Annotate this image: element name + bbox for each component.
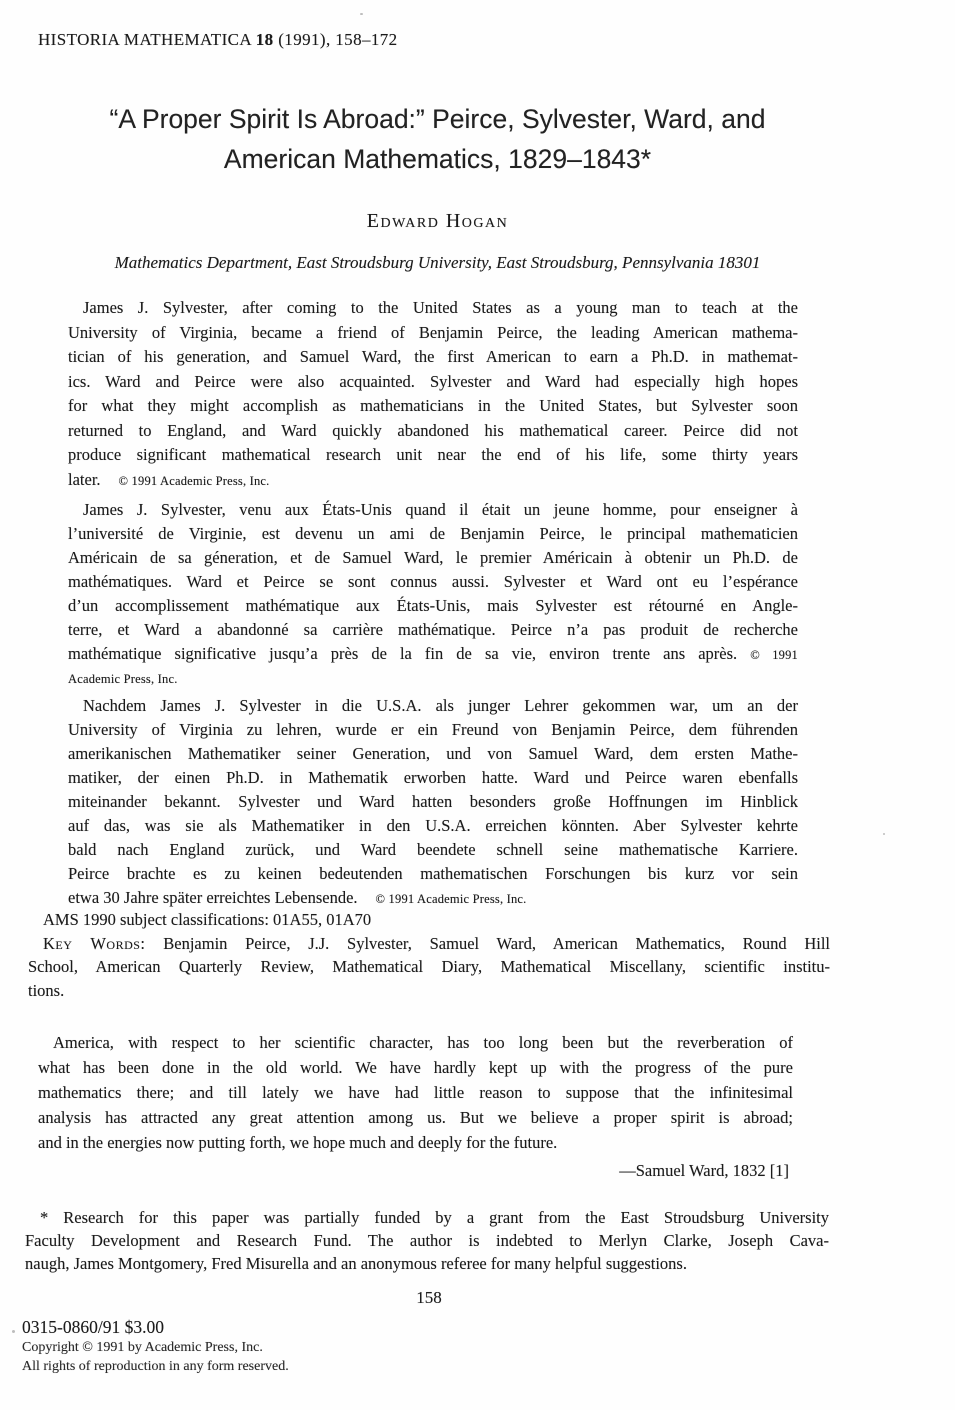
imprint-block (22, 1316, 289, 1376)
epigraph-line: analysis has attracted any great attention among us. But we believe a proper spirit is abroad; (38, 1108, 793, 1127)
abstract-line: for what they might accomplish as mathematicians in the United States, but Sylvester soon (68, 396, 798, 415)
abstract-german (68, 694, 798, 911)
copyright-line: Copyright © 1991 by Academic Press, Inc. (22, 1340, 263, 1355)
abstract-line-with-copyright (68, 642, 798, 667)
abstract-line: University of Virginia, became a friend of Benjamin Peirce, the leading American mathema- (68, 322, 798, 342)
classifications-block (28, 908, 830, 1002)
abstract-line: ics. Ward and Peirce were also acquainted. Sylvester and Ward had especially high hopes (68, 371, 798, 391)
page-number: 158 (416, 1288, 442, 1307)
epigraph-line: and in the energies now putting forth, we hope much and deeply for the future. (38, 1133, 558, 1152)
abstract-line: Américain de sa géneration, et de Samuel Ward, le premier Américain à obtenir un Ph.D. de (68, 548, 798, 567)
abstract-line: matiker, der einen Ph.D. in Mathematik erworben hatte. Ward und Peirce waren ebenfalls (68, 768, 798, 787)
epigraph-line: what has been done in the old world. We have hardly kept up with the progress of the pure (38, 1058, 793, 1077)
abstract-line: University of Virginia zu lehren, wurde er ein Freund von Benjamin Peirce, dem führenden (68, 720, 798, 739)
journal-running-head (38, 30, 398, 50)
journal-issue-pages: (1991), 158–172 (273, 30, 398, 49)
abstract-french (68, 498, 798, 691)
abstract-copyright: © 1991 (750, 648, 798, 662)
scan-speckle (12, 1330, 15, 1333)
keywords-label: Key Words: (43, 933, 146, 953)
footnote-line: * Research for this paper was partially funded by a grant from the East Stroudsburg University (40, 1208, 829, 1227)
keywords-line: School, American Quarterly Review, Mathematical Diary, Mathematical Miscellany, scientific institu- (28, 957, 830, 976)
abstract-line: produce significant mathematical research unit near the end of his life, some thirty years (68, 445, 798, 464)
keywords-line (28, 932, 830, 956)
abstract-copyright: © 1991 Academic Press, Inc. (375, 892, 527, 906)
scan-speckle (360, 13, 363, 15)
keywords-line: tions. (28, 980, 65, 1000)
abstract-line: bald nach England zurück, und Ward beendete schnell seine mathematische Karriere. (68, 840, 798, 859)
epigraph-quote (38, 1030, 793, 1183)
abstract-english (68, 296, 798, 493)
abstract-line: mathématiques. Ward et Peirce se sont connus aussi. Sylvester et Ward ont eu l’espérance (68, 572, 798, 591)
issn-price: 0315-0860/91 $3.00 (22, 1317, 164, 1337)
footnote-line: naugh, James Montgomery, Fred Misurella and an anonymous referee for many helpful suggestions. (25, 1254, 687, 1273)
title-line-1: “A Proper Spirit Is Abroad:” Peirce, Sylvester, Ward, and (109, 104, 766, 134)
abstract-copyright-continued: Academic Press, Inc. (68, 672, 178, 686)
epigraph-line: mathematics there; and till lately we have had little reason to suppose that the infinitesimal (38, 1083, 793, 1102)
abstract-line: amerikanischen Mathematiker seiner Generation, und von Samuel Ward, dem ersten Mathe- (68, 744, 798, 763)
abstract-line: Peirce brachte es zu keinen bedeutenden mathematischen Forschungen bis kurz vor sein (68, 864, 798, 883)
epigraph-line: America, with respect to her scientific character, has too long been but the reverberation of (53, 1033, 793, 1052)
abstract-line: auf das, was sie als Mathematiker in den U.S.A. erreichen könnten. Aber Sylvester kehrte (68, 816, 798, 835)
author-affiliation: Mathematics Department, East Stroudsburg University, East Stroudsburg, Pennsylvania 18301 (114, 253, 761, 272)
abstract-line-text: mathématique significative jusqu’a près de la fin de sa vie, environ trente ans après. (68, 644, 738, 663)
rights-line: All rights of reproduction in any form reserved. (22, 1359, 289, 1374)
journal-volume: 18 (255, 30, 274, 49)
keywords-text: Benjamin Peirce, J.J. Sylvester, Samuel Ward, American Mathematics, Round Hill (163, 933, 831, 953)
abstract-line: miteinander bekannt. Sylvester und Ward hatten besonders große Hoffnungen im Hinblick (68, 792, 798, 811)
journal-name: HISTORIA MATHEMATICA (38, 30, 256, 49)
abstract-line: tician of his generation, and Samuel Ward, the first American to earn a Ph.D. in mathemat- (68, 347, 798, 366)
abstract-line: d’un accomplissement mathématique aux États-Unis, mais Sylvester est rétourné en Angle- (68, 596, 798, 615)
ams-classifications: AMS 1990 subject classifications: 01A55, 01A70 (43, 910, 372, 929)
abstract-line-text: later. (68, 469, 101, 489)
abstract-line: returned to England, and Ward quickly abandoned his mathematical career. Peirce did not (68, 420, 798, 440)
title-line-2: American Mathematics, 1829–1843* (223, 144, 652, 174)
abstract-line: Nachdem James J. Sylvester in die U.S.A. als junger Lehrer gekommen war, um an der (83, 696, 798, 715)
scan-speckle (883, 833, 885, 835)
abstract-last-line (68, 468, 798, 494)
author-name: Edward Hogan (366, 210, 509, 232)
abstract-copyright: © 1991 Academic Press, Inc. (118, 473, 270, 488)
abstract-line-text: etwa 30 Jahre später erreichtes Lebensende. (68, 888, 358, 907)
abstract-line: terre, et Ward a abandonné sa carrière mathématique. Peirce n’a pas produit de recherche (68, 620, 798, 639)
abstract-line: James J. Sylvester, venu aux États-Unis quand il était un jeune homme, pour enseigner à (83, 500, 798, 519)
title-footnote (25, 1206, 829, 1275)
abstract-line: James J. Sylvester, after coming to the United States as a young man to teach at the (83, 298, 798, 317)
footnote-line: Faculty Development and Research Fund. The author is indebted to Merlyn Clarke, Joseph Cava- (25, 1231, 829, 1250)
abstract-line: l’université de Virginie, est devenu un ami de Benjamin Peirce, le principal mathematicien (68, 524, 798, 543)
epigraph-attribution: —Samuel Ward, 1832 [1] (619, 1161, 789, 1180)
paper-title (0, 99, 875, 179)
